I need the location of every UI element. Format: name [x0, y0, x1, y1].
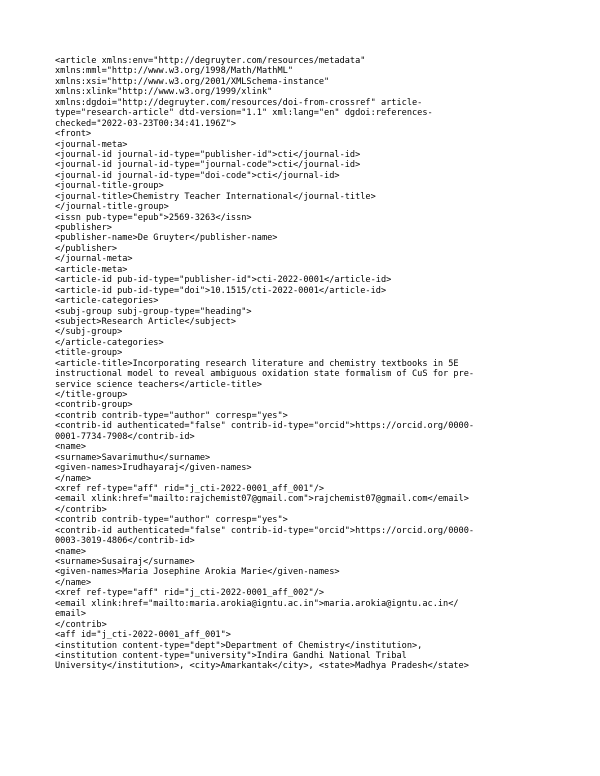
xml-line: <front>	[55, 129, 92, 140]
xml-line: <journal-meta>	[55, 139, 128, 150]
xml-line: <contrib contrib-type="author" corresp="yes">	[55, 515, 288, 526]
xml-line: <contrib contrib-type="author" corresp="yes">	[55, 410, 288, 421]
xml-line: <article-title>Incorporating research literature and chemistry textbooks in 5E	[55, 358, 459, 369]
xml-line: checked="2022-03-23T00:34:41.196Z">	[55, 118, 237, 129]
xml-line: <email xlink:href="mailto:rajchemist07@gmail.com">rajchemist07@gmail.com</email>	[55, 494, 469, 505]
xml-line: <article-id pub-id-type="publisher-id">cti-2022-0001</article-id>	[55, 275, 392, 286]
xml-line: <journal-id journal-id-type="publisher-id">cti</journal-id>	[55, 149, 361, 160]
xml-line: <given-names>Irudhayaraj</given-names>	[55, 463, 252, 474]
xml-line: <article xmlns:env="http://degruyter.com/resources/metadata"	[55, 56, 366, 66]
xml-line: service science teachers</article-title>	[55, 379, 262, 390]
xml-line: <institution content-type="university">Indira Gandhi National Tribal	[55, 650, 407, 661]
xml-line: email>	[55, 609, 87, 620]
xml-line: <title-group>	[55, 348, 123, 359]
xml-line: <article-categories>	[55, 296, 159, 307]
xml-line: </publisher>	[55, 243, 118, 254]
xml-line: <journal-id journal-id-type="doi-code">cti</journal-id>	[55, 170, 340, 181]
xml-line: </contrib>	[55, 504, 107, 515]
xml-line: <journal-title>Chemistry Teacher International</journal-title>	[55, 191, 376, 202]
xml-line: </title-group>	[55, 390, 128, 400]
xml-line: <xref ref-type="aff" rid="j_cti-2022-0001_aff_001"/>	[55, 483, 325, 494]
xml-line: <name>	[55, 442, 87, 453]
xml-line: </subj-group>	[55, 327, 123, 338]
xml-line: <journal-id journal-id-type="journal-code">cti</journal-id>	[55, 160, 361, 171]
xml-line: <surname>Savarimuthu</surname>	[55, 452, 211, 463]
xml-line: <publisher-name>De Gruyter</publisher-name>	[55, 233, 278, 244]
xml-line: xmlns:mml="http://www.w3.org/1998/Math/MathML"	[55, 66, 293, 77]
xml-line: </journal-title-group>	[55, 202, 169, 213]
xml-line: <publisher>	[55, 223, 112, 233]
xml-line: </name>	[55, 473, 92, 484]
xml-line: instructional model to reveal ambiguous oxidation state formalism of CuS for pre-	[55, 369, 475, 380]
xml-line: <subject>Research Article</subject>	[55, 316, 237, 327]
xml-line: <aff id="j_cti-2022-0001_aff_001">	[55, 630, 231, 641]
xml-line: <name>	[55, 546, 87, 557]
xml-line: <issn pub-type="epub">2569-3263</issn>	[55, 212, 252, 223]
xml-line: </article-categories>	[55, 337, 164, 348]
xml-line: xmlns:xsi="http://www.w3.org/2001/XMLSchema-instance"	[55, 76, 330, 87]
xml-line: 0003-3019-4806</contrib-id>	[55, 536, 195, 547]
xml-line: <contrib-group>	[55, 400, 133, 411]
xml-line: </name>	[55, 577, 92, 588]
xml-line: xmlns:xlink="http://www.w3.org/1999/xlink"	[55, 87, 273, 98]
xml-line: <institution content-type="dept">Department of Chemistry</institution>,	[55, 640, 423, 651]
xml-line: 0001-7734-7908</contrib-id>	[55, 431, 195, 442]
xml-line: type="research-article" dtd-version="1.1" xml:lang="en" dgdoi:references-	[55, 108, 433, 119]
xml-line: <email xlink:href="mailto:maria.arokia@igntu.ac.in">maria.arokia@igntu.ac.in</	[55, 598, 459, 609]
xml-line: xmlns:dgdoi="http://degruyter.com/resources/doi-from-crossref" article-	[55, 97, 423, 108]
xml-line: </contrib>	[55, 619, 107, 630]
xml-line: <given-names>Maria Josephine Arokia Marie</given-names>	[55, 567, 340, 578]
xml-line: <xref ref-type="aff" rid="j_cti-2022-0001_aff_002"/>	[55, 588, 325, 599]
xml-line: <surname>Susairaj</surname>	[55, 557, 195, 567]
xml-line: <contrib-id authenticated="false" contrib-id-type="orcid">https://orcid.org/0000-	[55, 525, 475, 536]
xml-line: University</institution>, <city>Amarkantak</city>, <state>Madhya Pradesh</state>	[55, 661, 469, 672]
xml-source-text	[55, 56, 555, 672]
xml-line: <subj-group subj-group-type="heading">	[55, 306, 252, 317]
xml-line: </journal-meta>	[55, 254, 133, 265]
xml-line: <contrib-id authenticated="false" contrib-id-type="orcid">https://orcid.org/0000-	[55, 421, 475, 432]
xml-line: <journal-title-group>	[55, 181, 164, 192]
xml-line: <article-id pub-id-type="doi">10.1515/cti-2022-0001</article-id>	[55, 285, 387, 296]
xml-line: <article-meta>	[55, 264, 128, 275]
